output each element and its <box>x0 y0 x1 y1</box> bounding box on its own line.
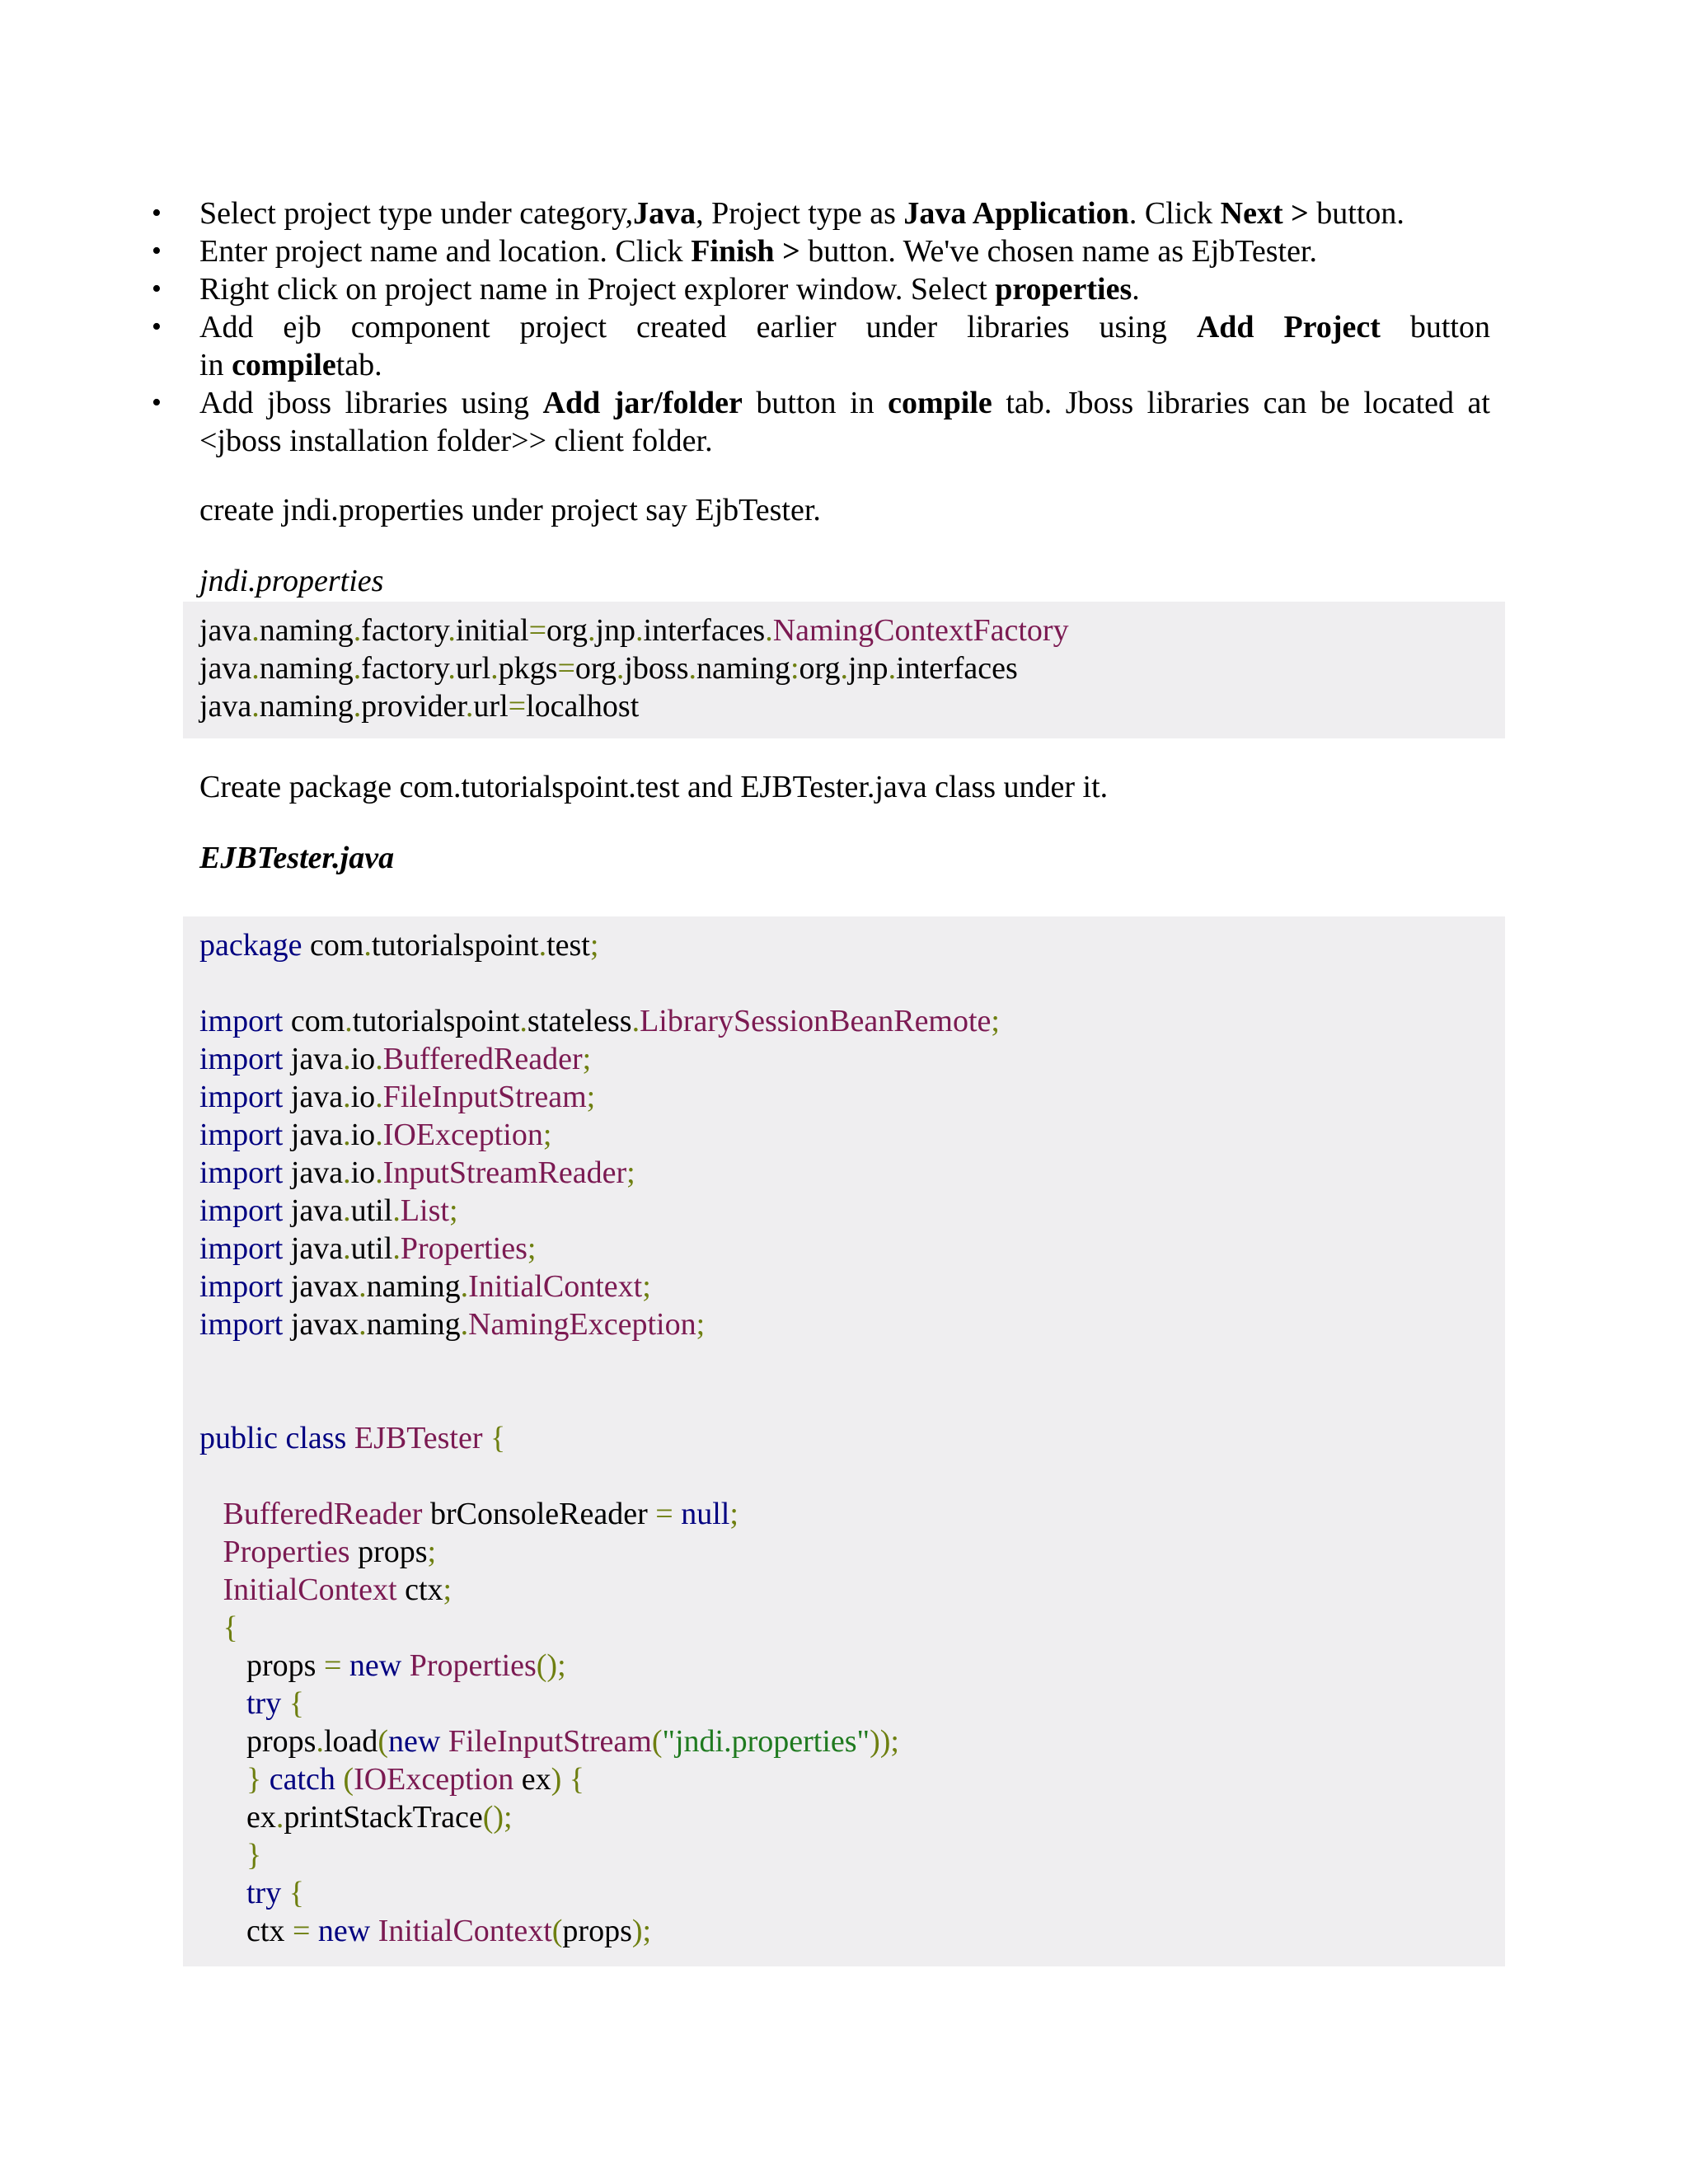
code-line <box>199 1002 1000 1040</box>
code-token: . <box>353 689 362 724</box>
code-token: BufferedReader <box>382 1042 583 1076</box>
bold-text: compile <box>232 348 336 382</box>
code-token: brConsoleReader <box>422 1497 656 1531</box>
code-token: io <box>350 1042 376 1076</box>
code-token: interfaces <box>896 651 1018 686</box>
list-item-text <box>199 272 1140 307</box>
code-token: IOException <box>382 1118 543 1152</box>
bold-text: Java Application <box>903 196 1129 231</box>
code-token: . <box>343 1118 351 1152</box>
code-token: ; <box>626 1155 635 1190</box>
code-token: pkgs <box>498 651 558 686</box>
code-token: = <box>323 1648 342 1683</box>
code-line <box>199 612 1069 649</box>
code-token: . <box>888 651 897 686</box>
code-block-properties <box>183 602 1505 738</box>
code-token: . <box>616 651 625 686</box>
code-line <box>199 1078 595 1116</box>
code-token: tutorialspoint <box>352 1004 520 1038</box>
code-token: } <box>199 1838 262 1872</box>
code-line <box>199 1419 505 1457</box>
code-token: InitialContext <box>468 1269 643 1304</box>
code-token: . <box>343 1231 351 1266</box>
code-token: ( <box>377 1724 389 1759</box>
code-token: import <box>199 1193 284 1228</box>
code-line <box>199 1495 738 1533</box>
code-token: io <box>350 1118 376 1152</box>
code-token: . <box>343 1155 351 1190</box>
code-token: BufferedReader <box>199 1497 423 1531</box>
code-line <box>199 1192 458 1230</box>
bold-text: Finish > <box>691 234 800 269</box>
code-token: . <box>490 651 499 686</box>
code-line <box>199 1836 261 1874</box>
code-token: ( <box>651 1724 663 1759</box>
code-token: io <box>350 1155 376 1190</box>
list-item-text <box>199 384 1490 422</box>
code-line <box>199 1571 452 1609</box>
code-token: java <box>283 1155 344 1190</box>
code-line <box>199 687 639 725</box>
list-item-text <box>199 308 1490 346</box>
list-item-text <box>199 196 1404 231</box>
code-token: public class <box>199 1421 347 1455</box>
code-token: . <box>251 613 260 648</box>
code-token: props <box>562 1914 632 1948</box>
code-token: . <box>343 1193 351 1228</box>
code-token: initial <box>455 613 529 648</box>
code-token: NamingContextFactory <box>772 613 1069 648</box>
code-token: import <box>199 1269 284 1304</box>
code-token: printStackTrace <box>284 1800 483 1835</box>
code-token: { <box>561 1762 584 1797</box>
text-run: <jboss installation folder>> client folder. <box>199 424 713 458</box>
code-token: ctx <box>199 1914 293 1948</box>
code-token: . <box>519 1004 528 1038</box>
code-token: "jndi.properties" <box>662 1724 870 1759</box>
code-token: ex <box>513 1762 551 1797</box>
code-line <box>199 1647 566 1685</box>
code-token: naming <box>259 651 354 686</box>
code-token: url <box>473 689 509 724</box>
code-token: . <box>345 1004 353 1038</box>
code-token: util <box>350 1193 393 1228</box>
list-item-text <box>199 422 1490 460</box>
code-line <box>199 1798 513 1836</box>
code-line <box>199 1533 436 1571</box>
text-run: Select project type under category, <box>199 196 634 231</box>
bullet-icon: • <box>152 274 162 304</box>
bold-text: Java <box>633 196 696 231</box>
code-token: { <box>199 1610 238 1645</box>
code-token: Properties <box>199 1535 350 1569</box>
code-token: provider <box>361 689 466 724</box>
code-token: org <box>546 613 588 648</box>
code-token: . <box>392 1231 401 1266</box>
list-item <box>148 270 1490 308</box>
code-token: java <box>283 1231 344 1266</box>
list-item <box>148 194 1490 232</box>
code-token: { <box>281 1686 304 1721</box>
code-token: new <box>310 1914 371 1948</box>
code-token: import <box>199 1155 284 1190</box>
text-run: button in <box>742 386 889 420</box>
code-token: javax <box>283 1307 359 1342</box>
code-line <box>199 1912 651 1950</box>
code-token: interfaces <box>643 613 766 648</box>
code-line <box>199 1874 304 1912</box>
code-token: ); <box>631 1914 652 1948</box>
code-token: props <box>199 1724 316 1759</box>
code-line <box>199 926 598 964</box>
code-token: naming <box>366 1307 461 1342</box>
code-line <box>199 1305 705 1343</box>
bullet-icon: • <box>152 387 162 418</box>
code-token: )); <box>870 1724 899 1759</box>
code-token: props <box>349 1535 428 1569</box>
code-token: localhost <box>526 689 640 724</box>
code-token: ) <box>551 1762 562 1797</box>
code-token: List <box>400 1193 449 1228</box>
code-token: . <box>538 928 547 963</box>
code-token: = <box>528 613 547 648</box>
code-token: = <box>655 1497 673 1531</box>
code-token: ; <box>589 928 599 963</box>
code-token: ( <box>335 1762 354 1797</box>
text-run: in <box>199 348 232 382</box>
code-token: (); <box>536 1648 566 1683</box>
code-token: ; <box>991 1004 1000 1038</box>
code-token: ex <box>199 1800 276 1835</box>
code-token: } <box>199 1762 262 1797</box>
code-token: . <box>275 1800 284 1835</box>
code-token: ; <box>582 1042 592 1076</box>
code-token: java <box>283 1118 344 1152</box>
code-line <box>199 1154 635 1192</box>
list-item <box>148 308 1490 384</box>
code-token: . <box>343 1042 351 1076</box>
code-token: Properties <box>400 1231 528 1266</box>
code-token: . <box>251 651 260 686</box>
code-token: url <box>455 651 491 686</box>
code-token: ; <box>527 1231 537 1266</box>
code-token: (); <box>482 1800 513 1835</box>
code-token: import <box>199 1231 284 1266</box>
code-token: . <box>688 651 696 686</box>
code-token: LibrarySessionBeanRemote <box>640 1004 992 1038</box>
text-run: tab. <box>335 348 382 382</box>
code-token: ; <box>696 1307 706 1342</box>
code-token: java <box>199 651 252 686</box>
code-token: import <box>199 1080 284 1114</box>
code-token: ; <box>542 1118 552 1152</box>
text-run: . Click <box>1128 196 1221 231</box>
code-token: naming <box>366 1269 461 1304</box>
code-token: naming <box>696 651 790 686</box>
code-token: import <box>199 1042 284 1076</box>
code-token: ; <box>729 1497 738 1531</box>
bullet-icon: • <box>152 312 162 342</box>
code-token: . <box>375 1080 383 1114</box>
code-token: ; <box>427 1535 437 1569</box>
code-line <box>199 1230 536 1268</box>
file-label: EJBTester.java <box>199 841 395 875</box>
code-line <box>199 1268 651 1305</box>
text-run: , Project type as <box>696 196 904 231</box>
text-run: button. <box>1308 196 1404 231</box>
code-token: . <box>631 1004 640 1038</box>
bold-text: compile <box>888 386 992 420</box>
code-token: . <box>343 1080 351 1114</box>
code-token: try <box>199 1686 282 1721</box>
bullet-icon: • <box>152 236 162 266</box>
code-token: import <box>199 1118 284 1152</box>
bold-text: Add jar/folder <box>542 386 743 420</box>
paragraph: Create package com.tutorialspoint.test and EJBTester.java class under it. <box>199 770 1109 804</box>
bold-text: properties <box>995 272 1132 307</box>
code-token: new <box>341 1648 402 1683</box>
code-token: test <box>546 928 590 963</box>
code-token: . <box>353 651 362 686</box>
code-token: org <box>799 651 841 686</box>
code-token: package <box>199 928 302 963</box>
code-token: naming <box>259 689 354 724</box>
text-run: Add ejb component project created earlier under libraries using <box>199 310 1197 344</box>
text-run: tab. Jboss libraries can be located at <box>992 386 1490 420</box>
code-token: naming <box>259 613 354 648</box>
code-token: NamingException <box>468 1307 696 1342</box>
text-run: Right click on project name in Project explorer window. Select <box>199 272 996 307</box>
code-token: new <box>388 1724 441 1759</box>
code-token: = <box>508 689 527 724</box>
code-token: . <box>448 613 456 648</box>
code-line <box>199 1760 584 1798</box>
code-token: stateless <box>527 1004 632 1038</box>
code-token: ; <box>443 1572 452 1607</box>
code-token: com <box>283 1004 345 1038</box>
code-line <box>199 1116 551 1154</box>
code-token: { <box>281 1876 304 1910</box>
code-token: . <box>316 1724 324 1759</box>
code-line <box>199 649 1018 687</box>
code-token: import <box>199 1307 284 1342</box>
code-token: . <box>840 651 848 686</box>
code-token: : <box>790 651 799 686</box>
code-token: . <box>375 1118 383 1152</box>
code-token: io <box>350 1080 376 1114</box>
code-line <box>199 1685 304 1722</box>
list-item <box>148 232 1490 270</box>
code-token: = <box>557 651 575 686</box>
code-token: ctx <box>396 1572 443 1607</box>
code-token: org <box>574 651 617 686</box>
text-run: Enter project name and location. Click <box>199 234 692 269</box>
code-token: = <box>292 1914 311 1948</box>
code-token: . <box>363 928 372 963</box>
code-token: java <box>199 613 252 648</box>
code-token: ( <box>551 1914 563 1948</box>
text-run: Add jboss libraries using <box>199 386 543 420</box>
code-token: InitialContext <box>370 1914 552 1948</box>
code-token: java <box>283 1080 344 1114</box>
code-token: load <box>323 1724 378 1759</box>
bullet-icon: • <box>152 198 162 228</box>
code-line <box>199 1722 899 1760</box>
code-line <box>199 1040 591 1078</box>
code-token: Properties <box>401 1648 537 1683</box>
code-token: import <box>199 1004 284 1038</box>
code-token: tutorialspoint <box>371 928 539 963</box>
list-item-text <box>199 346 1490 384</box>
code-token: null <box>673 1497 730 1531</box>
text-run: . <box>1132 272 1140 307</box>
code-token: . <box>359 1307 367 1342</box>
paragraph: create jndi.properties under project say EjbTester. <box>199 493 821 527</box>
instruction-list <box>148 194 1490 460</box>
code-token: IOException <box>354 1762 514 1797</box>
code-token: . <box>375 1155 383 1190</box>
code-line <box>199 1609 238 1647</box>
code-token: . <box>375 1042 383 1076</box>
code-token: props <box>199 1648 324 1683</box>
code-token: . <box>465 689 474 724</box>
code-token: . <box>392 1193 401 1228</box>
bold-text: Next > <box>1220 196 1309 231</box>
text-run: button <box>1380 310 1490 344</box>
file-label: jndi.properties <box>199 564 384 598</box>
code-token: java <box>199 689 252 724</box>
code-token: FileInputStream <box>382 1080 587 1114</box>
code-token: jnp <box>595 613 636 648</box>
code-token: util <box>350 1231 393 1266</box>
code-token: . <box>765 613 773 648</box>
code-token: catch <box>261 1762 335 1797</box>
code-token: java <box>283 1193 344 1228</box>
bold-text: Add Project <box>1196 310 1381 344</box>
code-token: InputStreamReader <box>382 1155 627 1190</box>
code-token: jnp <box>848 651 889 686</box>
list-item <box>148 384 1490 460</box>
code-token: EJBTester <box>346 1421 483 1455</box>
code-block-java <box>183 916 1505 1966</box>
code-token: . <box>448 651 456 686</box>
code-token: javax <box>283 1269 359 1304</box>
code-token: FileInputStream <box>440 1724 652 1759</box>
code-token: java <box>283 1042 344 1076</box>
list-item-text <box>199 234 1317 269</box>
code-token: { <box>482 1421 506 1455</box>
code-token: jboss <box>624 651 689 686</box>
code-token: try <box>199 1876 282 1910</box>
code-token: factory <box>361 613 448 648</box>
code-token: . <box>251 689 260 724</box>
code-token: . <box>587 613 596 648</box>
code-token: ; <box>448 1193 458 1228</box>
code-token: . <box>635 613 644 648</box>
code-token: ; <box>642 1269 651 1304</box>
code-token: com <box>302 928 364 963</box>
code-token: . <box>359 1269 367 1304</box>
code-token: factory <box>361 651 448 686</box>
code-token: . <box>460 1269 469 1304</box>
code-token: ; <box>586 1080 596 1114</box>
code-token: . <box>353 613 362 648</box>
code-token: . <box>460 1307 469 1342</box>
text-run: button. We've chosen name as EjbTester. <box>799 234 1317 269</box>
code-token: InitialContext <box>199 1572 397 1607</box>
